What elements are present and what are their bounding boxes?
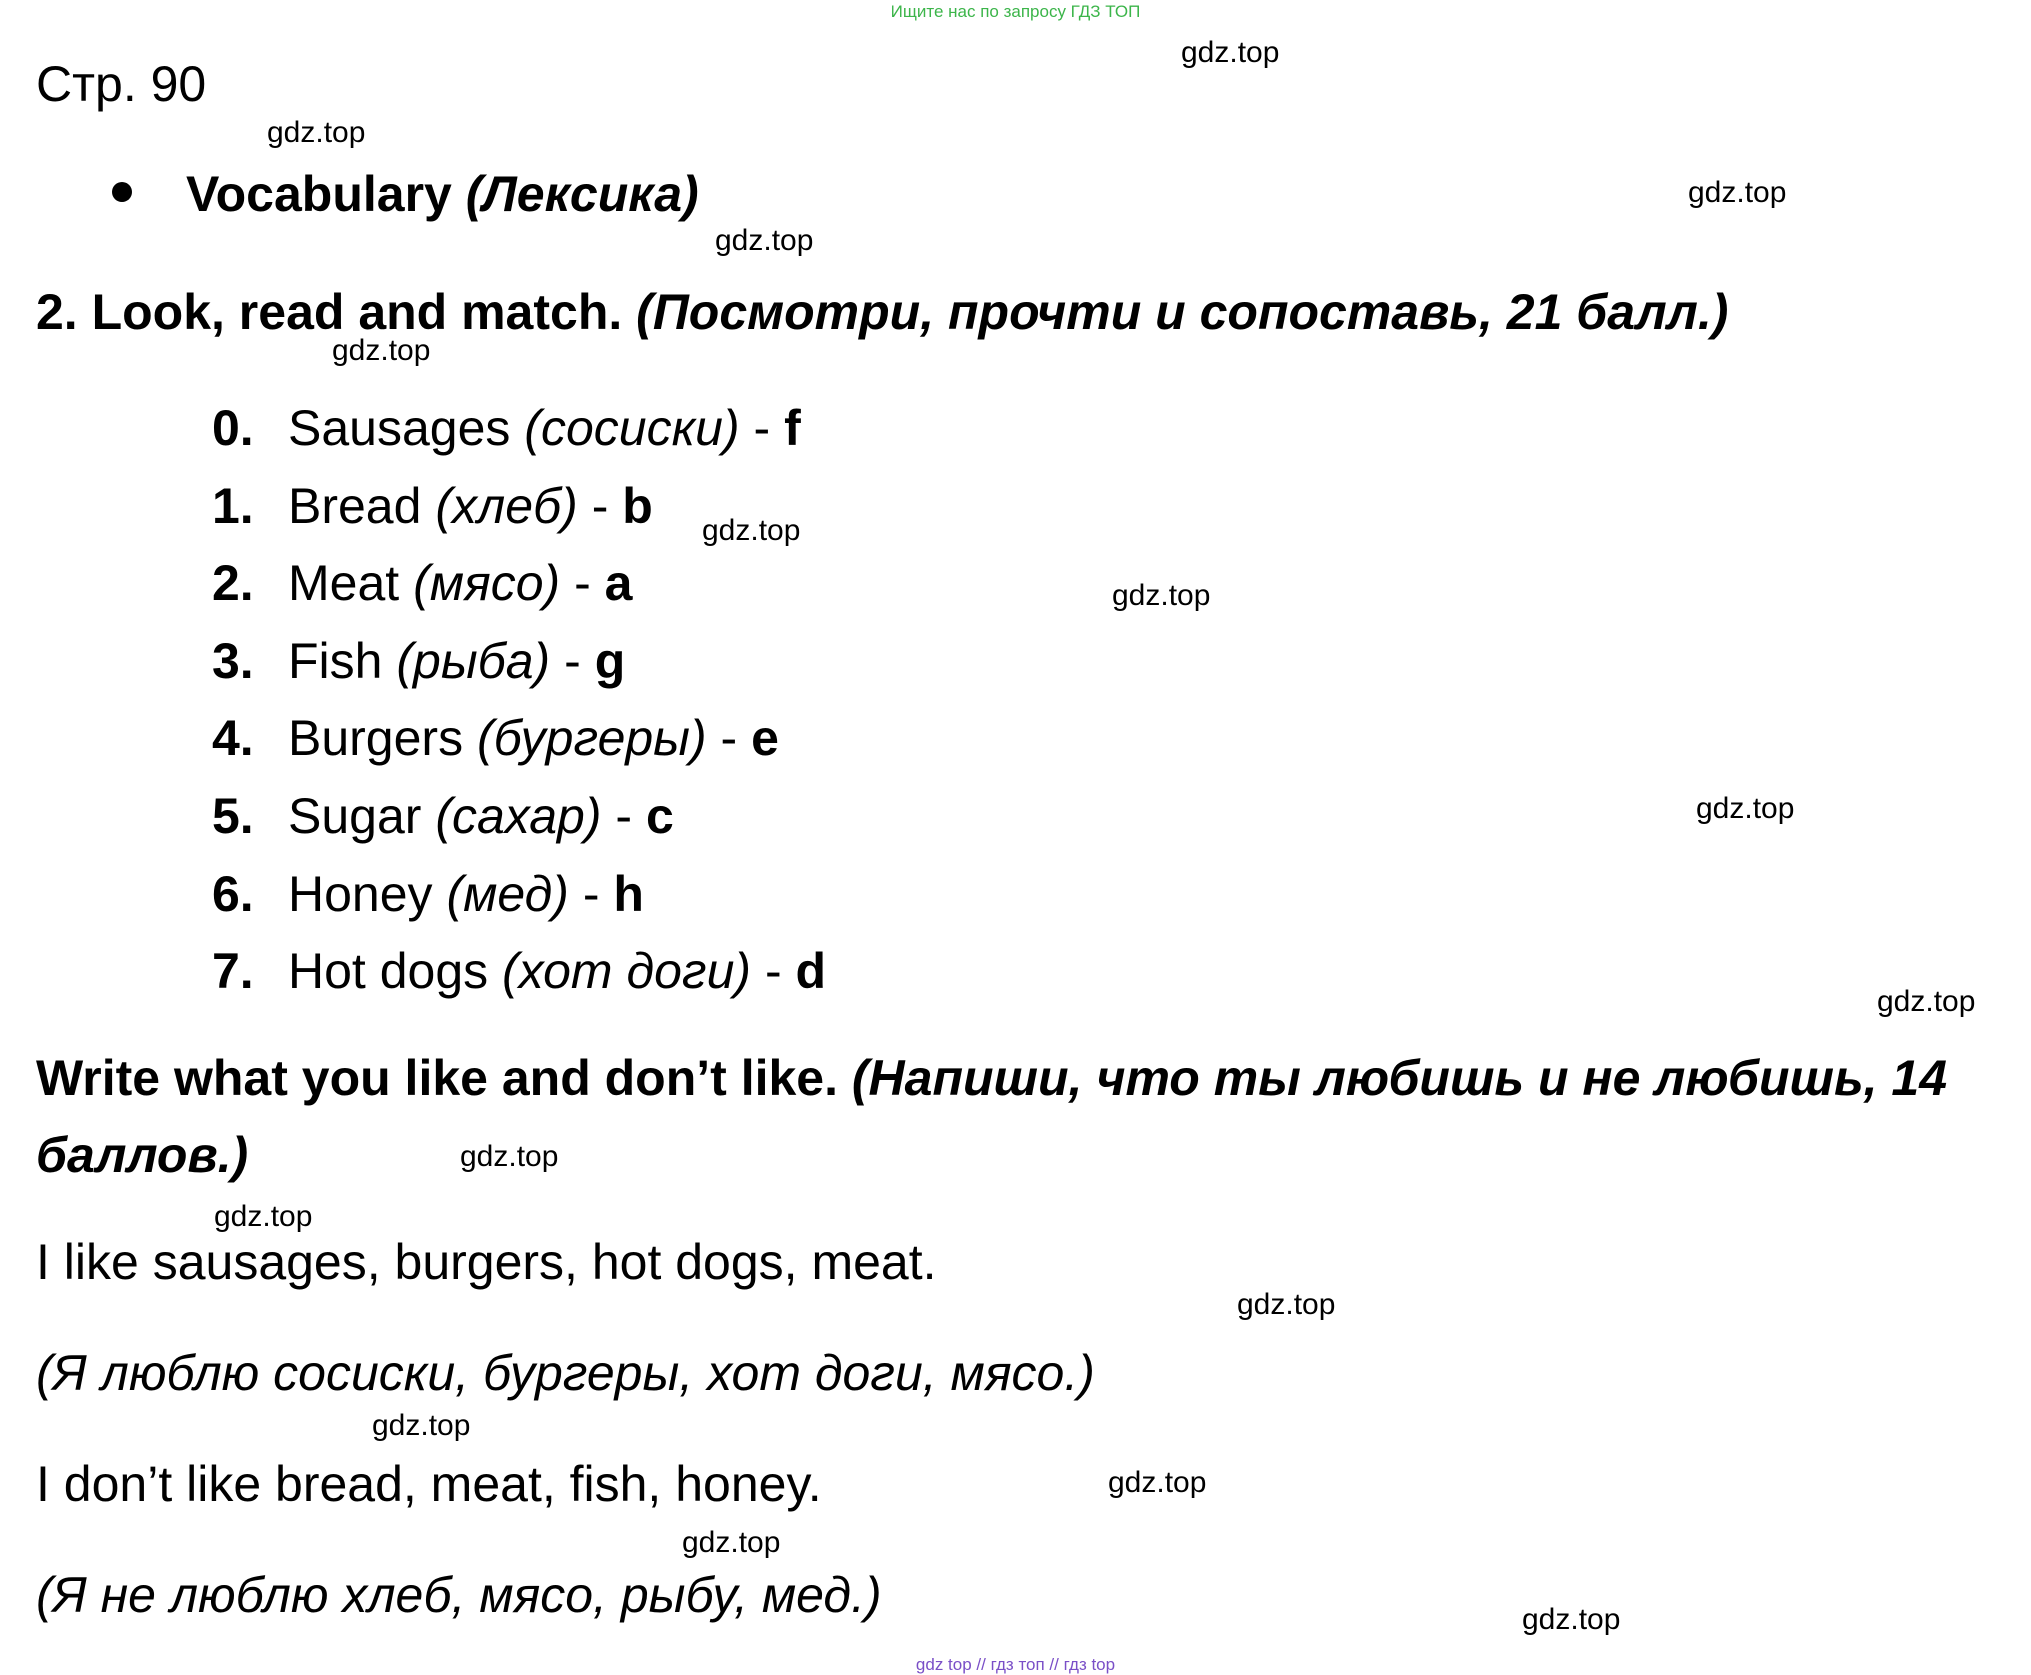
list-item	[212, 778, 826, 856]
watermark: gdz.top	[332, 334, 431, 367]
section-heading	[112, 165, 699, 223]
item-dash: -	[591, 477, 609, 534]
item-answer: b	[622, 477, 653, 534]
task1-title	[36, 283, 1728, 341]
watermark: gdz.top	[460, 1140, 559, 1173]
item-word: Sugar	[288, 787, 422, 844]
dislike-answer-ru: (Я не люблю хлеб, мясо, рыбу, мед.)	[36, 1567, 882, 1623]
item-answer: f	[784, 400, 801, 456]
watermark: gdz.top	[267, 116, 366, 149]
watermark: gdz.top	[372, 1409, 471, 1442]
bullet-icon	[112, 182, 132, 202]
item-answer: d	[795, 943, 827, 1000]
watermark: gdz.top	[1877, 985, 1976, 1018]
page-number: Стр. 90	[36, 56, 207, 112]
item-translation: (бургеры)	[476, 710, 707, 767]
footer-links[interactable]: gdz top // гдз топ // гдз top	[915, 1655, 1116, 1674]
item-answer: g	[594, 632, 626, 689]
watermark: gdz.top	[1112, 579, 1211, 612]
item-dash: -	[764, 943, 782, 1000]
item-word: Hot dogs	[288, 943, 489, 1000]
item-number: 1.	[212, 477, 254, 534]
item-word: Bread	[288, 477, 422, 534]
item-translation: (мясо)	[413, 555, 561, 612]
item-word: Burgers	[288, 710, 464, 767]
list-item	[212, 623, 826, 701]
watermark: gdz.top	[1237, 1288, 1336, 1321]
item-number: 7.	[212, 943, 254, 1000]
item-dash: -	[720, 710, 738, 767]
item-dash: -	[564, 632, 581, 689]
item-word: Sausages	[288, 400, 511, 456]
watermark: gdz.top	[702, 514, 801, 547]
task2-title-en: Write what you like and don’t like.	[36, 1050, 838, 1106]
dislike-answer-en: I don’t like bread, meat, fish, honey.	[36, 1456, 822, 1512]
list-item	[212, 700, 826, 778]
item-number: 3.	[212, 632, 254, 689]
section-title-ru: (Лексика)	[465, 166, 699, 222]
item-number: 6.	[212, 865, 254, 922]
item-number: 5.	[212, 787, 254, 844]
item-number: 4.	[212, 710, 254, 767]
item-answer: e	[751, 710, 779, 767]
item-number: 2.	[212, 555, 254, 612]
watermark: gdz.top	[1108, 1466, 1207, 1499]
item-word: Meat	[288, 555, 400, 612]
watermark: gdz.top	[214, 1200, 313, 1233]
section-title-en: Vocabulary	[186, 166, 452, 222]
item-word: Fish	[288, 632, 383, 689]
item-translation: (рыба)	[396, 632, 551, 689]
item-dash: -	[615, 787, 633, 844]
list-item	[212, 856, 826, 934]
like-answer-en: I like sausages, burgers, hot dogs, meat.	[36, 1234, 937, 1290]
task2-title-ru: (Напиши, что ты любишь и не любишь, 14 баллов.)	[36, 1050, 1948, 1183]
search-hint-link[interactable]: Ищите нас по запросу ГДЗ ТОП	[890, 2, 1141, 21]
watermark: gdz.top	[1522, 1603, 1621, 1636]
item-translation: (сосиски)	[524, 400, 740, 456]
watermark: gdz.top	[715, 224, 814, 257]
item-dash: -	[753, 400, 771, 456]
watermark: gdz.top	[1688, 176, 1787, 209]
list-item	[212, 933, 826, 1011]
item-word: Honey	[288, 865, 433, 922]
item-translation: (сахар)	[435, 787, 602, 844]
item-translation: (хот доги)	[502, 943, 752, 1000]
like-answer-ru: (Я люблю сосиски, бургеры, хот доги, мясо.)	[36, 1345, 1095, 1401]
task1-title-en: 2. Look, read and match.	[36, 284, 623, 340]
item-number: 0.	[212, 400, 254, 456]
watermark: gdz.top	[1696, 792, 1795, 825]
item-answer: h	[613, 865, 644, 922]
item-answer: c	[645, 787, 674, 844]
item-translation: (мед)	[446, 865, 569, 922]
match-list	[212, 390, 826, 1011]
watermark: gdz.top	[682, 1526, 781, 1559]
list-item	[212, 390, 826, 468]
item-translation: (хлеб)	[435, 477, 578, 534]
item-dash: -	[574, 555, 591, 612]
item-answer: a	[604, 555, 633, 612]
task1-title-ru: (Посмотри, прочти и сопоставь, 21 балл.)	[636, 284, 1729, 340]
watermark: gdz.top	[1181, 36, 1280, 69]
item-dash: -	[582, 865, 600, 922]
task2-title	[36, 1040, 2026, 1194]
list-item	[212, 545, 826, 623]
